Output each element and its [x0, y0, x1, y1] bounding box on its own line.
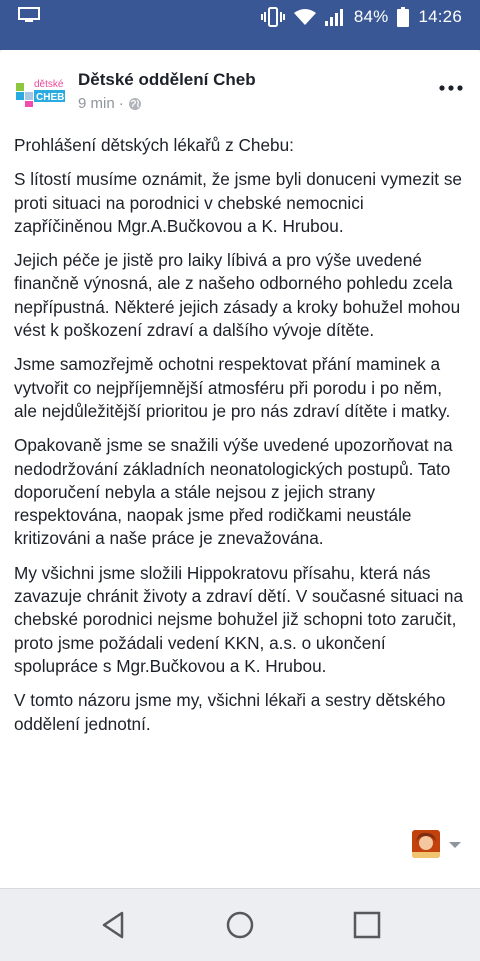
post-paragraph: Opakovaně jsme se snažili výše uvedené upozorňovat na nedodržování základních neonatologických postupů. Tato doporučení nebyla a stále nejsou z jejich strany respektována, naopak jsme před rodičkami neustále kritizováni a naše práce je znevažována. — [14, 435, 453, 549]
post-time[interactable]: 9 min — [78, 95, 115, 112]
post-card — [0, 50, 480, 888]
globe-icon — [128, 97, 142, 111]
user-avatar[interactable] — [412, 830, 440, 858]
back-icon[interactable] — [98, 909, 130, 941]
app-header-strip — [0, 34, 480, 50]
home-icon[interactable] — [224, 909, 256, 941]
post-meta — [78, 95, 142, 112]
recents-icon[interactable] — [351, 909, 383, 941]
vibrate-icon — [261, 7, 285, 27]
screen-icon — [18, 7, 40, 23]
battery-percent: 84% — [353, 7, 389, 26]
page-name-link[interactable]: Dětské oddělení Cheb — [78, 70, 256, 89]
status-bar — [0, 0, 480, 34]
post-paragraph: Prohlášení dětských lékařů z Chebu: — [14, 135, 294, 155]
logo-text-detske: dětské — [34, 79, 64, 90]
battery-icon — [397, 7, 409, 27]
post-paragraph: My všichni jsme složili Hippokratovu přísahu, která nás zavazuje chránit životy a zdraví dětí. V současné situaci na chebské porodnici nejsme bohužel již schopni toto zaručit, proto jsme požádali vedení KKN, a.s. o ukončení spolupráce s Mgr.Bučkovou a K. Hrubou. — [14, 562, 464, 676]
post-paragraph: Jsme samozřejmě ochotni respektovat přání maminek a vytvořit co nejpříjemnější atmosféru při porodu i po něm, ale nejdůležitější prioritou je pro nás zdraví dítěte i matky. — [14, 354, 451, 421]
navigation-bar — [0, 888, 480, 961]
post-body — [14, 134, 464, 747]
post-paragraph: S lítostí musíme oznámit, že jsme byli donuceni vymezit se proti situaci na porodnici v chebské nemocnici zapříčiněnou Mgr.A.Bučkovou a K. Hrubou. — [14, 169, 462, 236]
chevron-down-icon[interactable] — [448, 840, 462, 850]
logo-text-cheb: CHEB — [36, 92, 65, 103]
meta-separator: · — [118, 95, 124, 112]
page-avatar-logo[interactable] — [12, 71, 68, 115]
clock: 14:26 — [418, 7, 462, 26]
wifi-icon — [294, 8, 316, 26]
post-paragraph: Jejich péče je jistě pro laiky líbivá a pro výše uvedené finančně výnosná, ale z našeho odborného pohledu zcela nepřípustná. Některé jejich zásady a kroky bohužel mohou vést k poškození zdraví a dalšího vývoje dítěte. — [14, 250, 461, 341]
signal-icon — [325, 8, 345, 26]
more-options-icon[interactable] — [438, 78, 464, 98]
post-paragraph: V tomto názoru jsme my, všichni lékaři a sestry dětského oddělení jednotní. — [14, 690, 446, 734]
